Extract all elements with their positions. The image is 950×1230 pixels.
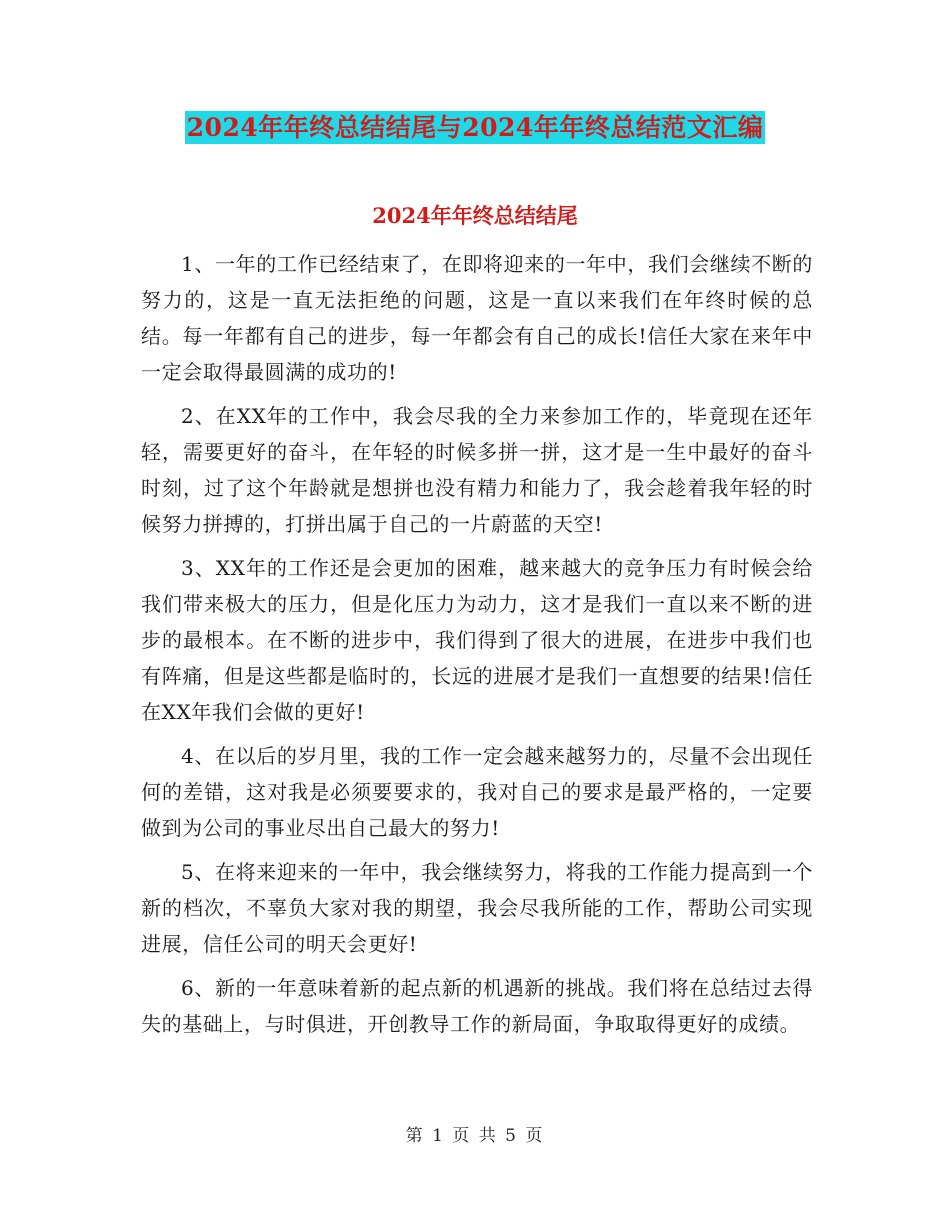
paragraph-6: 6、新的一年意味着新的起点新的机遇新的挑战。我们将在总结过去得失的基础上，与时俱进，开创教导工作的新局面，争取取得更好的成绩。 [141,976,813,1036]
page-number-footer: 第 1 页 共 5 页 [405,1126,545,1146]
document-body [141,246,813,1050]
paragraph-3: 3、XX年的工作还是会更加的困难，越来越大的竞争压力有时候会给我们带来极大的压力，但是化压力为动力，这才是我们一直以来不断的进步的最根本。在不断的进步中，我们得到了很大的进展，在进步中我们也有阵痛，但是这些都是临时的，长远的进展才是我们一直想要的结果!信任在XX年我们会做的更好! [141,556,813,724]
section-title: 2024年年终总结结尾 [372,203,578,228]
paragraph-1: 1、一年的工作已经结束了，在即将迎来的一年中，我们会继续不断的努力的，这是一直无法拒绝的问题，这是一直以来我们在年终时候的总结。每一年都有自己的进步，每一年都会有自己的成长!信任大家在来年中一定会取得最圆满的成功的! [141,252,813,384]
paragraph-5: 5、在将来迎来的一年中，我会继续努力，将我的工作能力提高到一个新的档次，不辜负大家对我的期望，我会尽我所能的工作，帮助公司实现进展，信任公司的明天会更好! [141,860,813,956]
paragraph-4: 4、在以后的岁月里，我的工作一定会越来越努力的，尽量不会出现任何的差错，这对我是必须要要求的，我对自己的要求是最严格的，一定要做到为公司的事业尽出自己最大的努力! [141,744,813,840]
document-title [0,110,950,146]
paragraph-2: 2、在XX年的工作中，我会尽我的全力来参加工作的，毕竟现在还年轻，需要更好的奋斗，在年轻的时候多拼一拼，这才是一生中最好的奋斗时刻，过了这个年龄就是想拼也没有精力和能力了，我会趁着我年轻的时候努力拼搏的，打拼出属于自己的一片蔚蓝的天空! [141,404,813,536]
document-title-text: 2024年年终总结结尾与2024年年终总结范文汇编 [186,113,764,142]
